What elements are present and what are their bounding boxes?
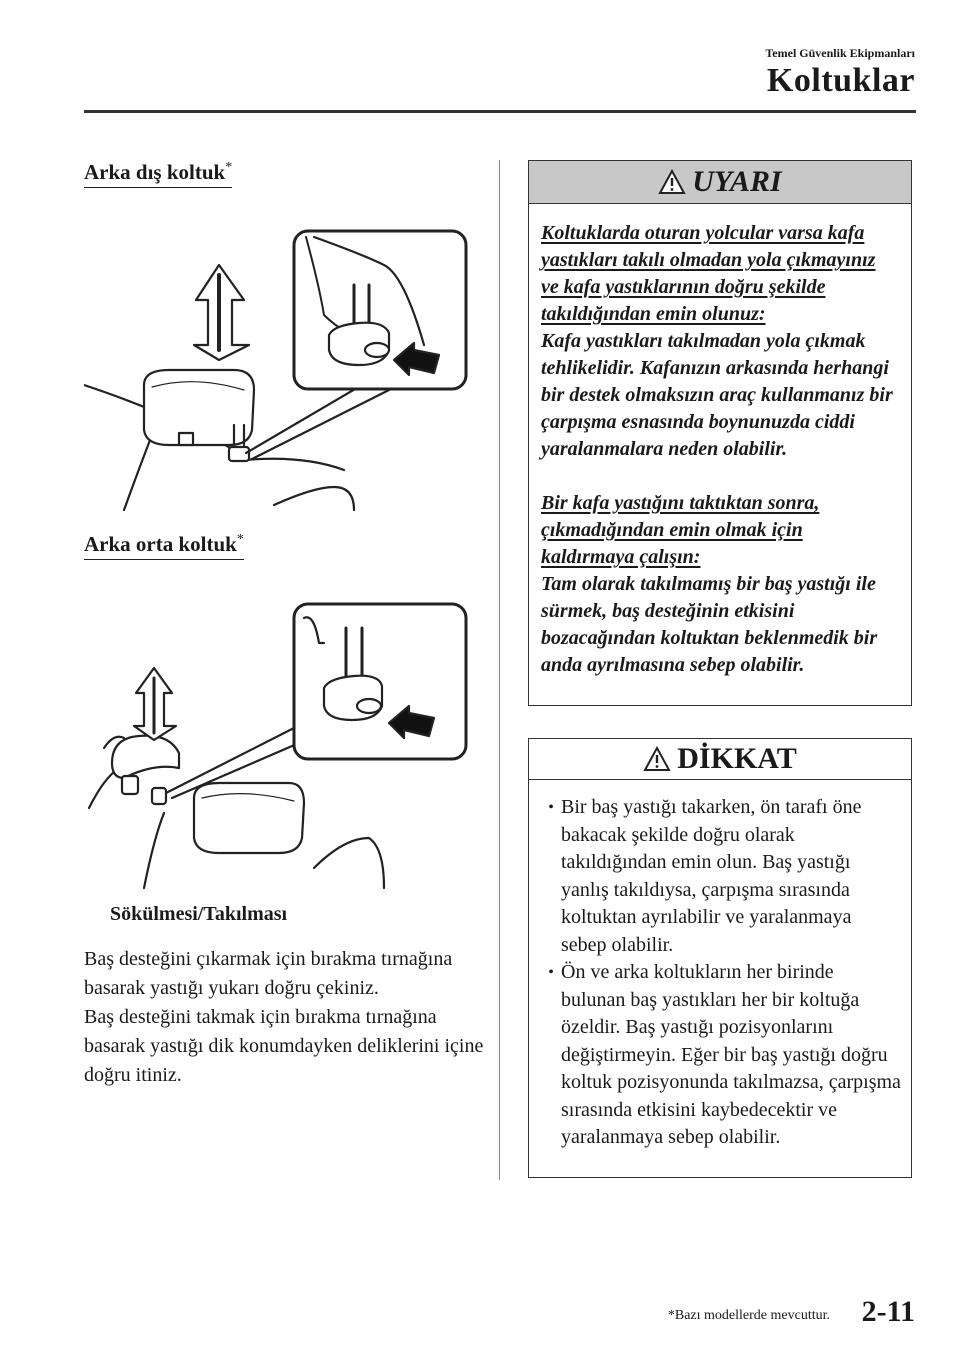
center-seat-headrest-illustration <box>84 598 474 898</box>
instruction-remove: Baş desteğini çıkarmak için bırakma tırnağına basarak yastığı yukarı doğru çekiniz. <box>84 948 453 999</box>
instructions-text <box>84 945 484 1090</box>
page-number: 2-11 <box>861 1295 915 1328</box>
warning-title: UYARI <box>692 165 782 198</box>
page-title: Koltuklar <box>766 62 915 99</box>
instruction-install: Baş desteğini takmak için bırakma tırnağına basarak yastığı dik konumdayken deliklerini içine doğru itiniz. <box>84 1006 484 1086</box>
header-rule <box>84 110 916 113</box>
warning-emphasis-2: Bir kafa yastığını taktıktan sonra, çıkmadığından emin olmak için kaldırmaya çalışın: <box>541 492 820 568</box>
warning-emphasis-1: Koltuklarda oturan yolcular varsa kafa yastıkları takılı olmadan yola çıkmayınız ve kafa yastıklarının doğru şekilde takıldığından emin olunuz: <box>541 222 876 325</box>
section-label: Temel Güvenlik Ekipmanları <box>765 46 915 60</box>
warning-text-2: Tam olarak takılmamış bir baş yastığı ile sürmek, baş desteğinin etkisini bozacağından koltuktan beklenmedik bir anda ayrılmasına sebep olabilir. <box>541 573 878 676</box>
caution-box <box>528 738 912 1178</box>
warning-header <box>529 161 911 204</box>
caution-item <box>541 959 901 1152</box>
asterisk: * <box>225 160 233 175</box>
footnote: *Bazı modellerde mevcuttur. <box>667 1308 830 1323</box>
subhead-center-seat <box>84 532 244 560</box>
caution-header <box>529 739 911 780</box>
caution-title: DİKKAT <box>677 742 797 775</box>
bullet-dot-icon: • <box>548 964 554 981</box>
asterisk: * <box>236 532 244 547</box>
caution-item <box>541 794 901 959</box>
outer-seat-headrest-illustration <box>84 225 474 515</box>
caution-body <box>529 780 911 1152</box>
bullet-dot-icon: • <box>548 799 554 816</box>
subhead-outer-seat-text: Arka dış koltuk <box>84 160 226 184</box>
caution-item-text: Ön ve arka koltukların her birinde bulunan baş yastıkları her bir koltuğa özeldir. Baş yastığı pozisyonlarını değiştirmeyin. Eğer bir baş yastığı doğru koltuk pozisyonunda takılmazsa, çarpışma sırasında etkisini kaybedecektir ve yaralanmaya sebep olabilir. <box>561 961 901 1148</box>
figure-caption: Sökülmesi/Takılması <box>110 903 288 925</box>
warning-text-1: Kafa yastıkları takılmadan yola çıkmak tehlikelidir. Kafanızın arkasında herhangi bir destek olmaksızın araç kullanmanız bir çarpışma esnasında boynunuzda ciddi yaralanmalara neden olabilir. <box>541 330 893 460</box>
warning-body <box>529 204 911 679</box>
warning-box <box>528 160 912 706</box>
warning-triangle-icon <box>658 169 686 195</box>
caution-item-text: Bir baş yastığı takarken, ön tarafı öne bakacak şekilde doğru olarak takıldığından emin olun. Baş yastığı yanlış takıldıysa, çarpışma sırasında koltuktan ayrılabilir ve yaralanmaya sebep olabilir. <box>561 796 862 956</box>
subhead-center-seat-text: Arka orta koltuk <box>84 532 237 556</box>
column-divider <box>499 160 500 1180</box>
subhead-outer-seat <box>84 160 232 188</box>
caution-triangle-icon <box>643 746 671 772</box>
